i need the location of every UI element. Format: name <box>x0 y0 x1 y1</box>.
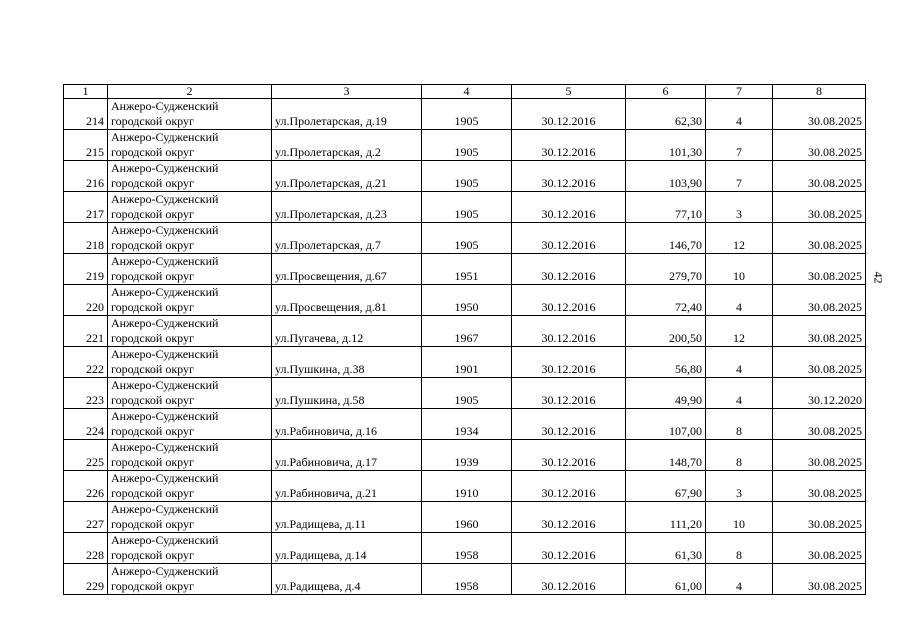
area-cell: 101,30 <box>626 130 706 161</box>
municipality-cell <box>108 254 272 285</box>
table-row <box>64 471 866 502</box>
municipality-name-line: Анжеро-Судженский <box>111 285 219 299</box>
address-cell: ул.Радищева, д.11 <box>272 502 422 533</box>
residents-count-cell: 4 <box>706 378 773 409</box>
address-cell: ул.Рабиновича, д.16 <box>272 409 422 440</box>
residents-count-cell: 12 <box>706 316 773 347</box>
row-number-cell: 215 <box>64 130 108 161</box>
municipality-type-line: городской округ <box>111 300 194 314</box>
row-number-cell: 217 <box>64 192 108 223</box>
column-number-header-row <box>64 85 866 99</box>
year-built-cell: 1905 <box>422 161 512 192</box>
address-cell: ул.Рабиновича, д.17 <box>272 440 422 471</box>
residents-count-cell: 7 <box>706 161 773 192</box>
resettlement-deadline-cell: 30.08.2025 <box>773 192 866 223</box>
address-cell: ул.Рабиновича, д.21 <box>272 471 422 502</box>
table-row <box>64 99 866 130</box>
municipality-name-line: Анжеро-Судженский <box>111 471 219 485</box>
municipality-name-line: Анжеро-Судженский <box>111 99 219 113</box>
resettlement-deadline-cell: 30.08.2025 <box>773 471 866 502</box>
address-cell: ул.Пролетарская, д.19 <box>272 99 422 130</box>
row-number-cell: 225 <box>64 440 108 471</box>
column-number-3: 3 <box>272 85 422 99</box>
municipality-type-line: городской округ <box>111 207 194 221</box>
row-number-cell: 216 <box>64 161 108 192</box>
address-cell: ул.Пугачева, д.12 <box>272 316 422 347</box>
residents-count-cell: 4 <box>706 564 773 595</box>
recognition-date-cell: 30.12.2016 <box>512 223 626 254</box>
municipality-name-line: Анжеро-Судженский <box>111 161 219 175</box>
table-row <box>64 347 866 378</box>
address-cell: ул.Пролетарская, д.21 <box>272 161 422 192</box>
municipality-cell <box>108 285 272 316</box>
resettlement-deadline-cell: 30.08.2025 <box>773 316 866 347</box>
year-built-cell: 1967 <box>422 316 512 347</box>
area-cell: 56,80 <box>626 347 706 378</box>
municipality-type-line: городской округ <box>111 455 194 469</box>
address-cell: ул.Радищева, д.4 <box>272 564 422 595</box>
row-number-cell: 229 <box>64 564 108 595</box>
municipality-cell <box>108 378 272 409</box>
table-row <box>64 316 866 347</box>
resettlement-deadline-cell: 30.08.2025 <box>773 347 866 378</box>
municipality-type-line: городской округ <box>111 424 194 438</box>
area-cell: 148,70 <box>626 440 706 471</box>
address-cell: ул.Пролетарская, д.23 <box>272 192 422 223</box>
area-cell: 49,90 <box>626 378 706 409</box>
table-row <box>64 502 866 533</box>
resettlement-deadline-cell: 30.08.2025 <box>773 130 866 161</box>
resettlement-deadline-cell: 30.08.2025 <box>773 440 866 471</box>
year-built-cell: 1958 <box>422 533 512 564</box>
resettlement-deadline-cell: 30.08.2025 <box>773 533 866 564</box>
residents-count-cell: 3 <box>706 192 773 223</box>
resettlement-deadline-cell: 30.08.2025 <box>773 161 866 192</box>
residents-count-cell: 4 <box>706 99 773 130</box>
recognition-date-cell: 30.12.2016 <box>512 161 626 192</box>
table-row <box>64 564 866 595</box>
page-number: 42 <box>871 271 886 284</box>
address-cell: ул.Просвещения, д.81 <box>272 285 422 316</box>
municipality-type-line: городской округ <box>111 331 194 345</box>
residents-count-cell: 8 <box>706 440 773 471</box>
table-row <box>64 440 866 471</box>
recognition-date-cell: 30.12.2016 <box>512 285 626 316</box>
municipality-type-line: городской округ <box>111 548 194 562</box>
column-number-7: 7 <box>706 85 773 99</box>
municipality-cell <box>108 130 272 161</box>
year-built-cell: 1905 <box>422 378 512 409</box>
municipality-cell <box>108 471 272 502</box>
address-cell: ул.Пролетарская, д.2 <box>272 130 422 161</box>
row-number-cell: 219 <box>64 254 108 285</box>
recognition-date-cell: 30.12.2016 <box>512 99 626 130</box>
row-number-cell: 220 <box>64 285 108 316</box>
row-number-cell: 227 <box>64 502 108 533</box>
recognition-date-cell: 30.12.2016 <box>512 347 626 378</box>
municipality-type-line: городской округ <box>111 238 194 252</box>
municipality-type-line: городской округ <box>111 517 194 531</box>
table-row <box>64 254 866 285</box>
row-number-cell: 224 <box>64 409 108 440</box>
municipality-cell <box>108 192 272 223</box>
municipality-name-line: Анжеро-Судженский <box>111 564 219 578</box>
recognition-date-cell: 30.12.2016 <box>512 409 626 440</box>
municipality-cell <box>108 564 272 595</box>
municipality-type-line: городской округ <box>111 579 194 593</box>
municipality-type-line: городской округ <box>111 393 194 407</box>
table-row <box>64 409 866 440</box>
resettlement-deadline-cell: 30.08.2025 <box>773 502 866 533</box>
area-cell: 62,30 <box>626 99 706 130</box>
address-cell: ул.Пушкина, д.58 <box>272 378 422 409</box>
residents-count-cell: 12 <box>706 223 773 254</box>
recognition-date-cell: 30.12.2016 <box>512 316 626 347</box>
row-number-cell: 214 <box>64 99 108 130</box>
recognition-date-cell: 30.12.2016 <box>512 192 626 223</box>
year-built-cell: 1958 <box>422 564 512 595</box>
area-cell: 200,50 <box>626 316 706 347</box>
municipality-cell <box>108 347 272 378</box>
area-cell: 111,20 <box>626 502 706 533</box>
municipality-name-line: Анжеро-Судженский <box>111 130 219 144</box>
table-row <box>64 192 866 223</box>
residents-count-cell: 8 <box>706 409 773 440</box>
municipality-cell <box>108 502 272 533</box>
area-cell: 72,40 <box>626 285 706 316</box>
resettlement-deadline-cell: 30.08.2025 <box>773 409 866 440</box>
area-cell: 61,00 <box>626 564 706 595</box>
residents-count-cell: 8 <box>706 533 773 564</box>
residents-count-cell: 7 <box>706 130 773 161</box>
municipality-name-line: Анжеро-Судженский <box>111 378 219 392</box>
municipality-type-line: городской округ <box>111 145 194 159</box>
table-row <box>64 161 866 192</box>
housing-register-table <box>63 84 866 595</box>
row-number-cell: 221 <box>64 316 108 347</box>
address-cell: ул.Радищева, д.14 <box>272 533 422 564</box>
table-row <box>64 223 866 254</box>
municipality-name-line: Анжеро-Судженский <box>111 409 219 423</box>
row-number-cell: 223 <box>64 378 108 409</box>
municipality-type-line: городской округ <box>111 362 194 376</box>
municipality-name-line: Анжеро-Судженский <box>111 440 219 454</box>
recognition-date-cell: 30.12.2016 <box>512 254 626 285</box>
municipality-name-line: Анжеро-Судженский <box>111 533 219 547</box>
year-built-cell: 1901 <box>422 347 512 378</box>
municipality-name-line: Анжеро-Судженский <box>111 223 219 237</box>
residents-count-cell: 4 <box>706 285 773 316</box>
recognition-date-cell: 30.12.2016 <box>512 471 626 502</box>
address-cell: ул.Пролетарская, д.7 <box>272 223 422 254</box>
table-row <box>64 285 866 316</box>
table-row <box>64 378 866 409</box>
address-cell: ул.Просвещения, д.67 <box>272 254 422 285</box>
municipality-type-line: городской округ <box>111 176 194 190</box>
year-built-cell: 1950 <box>422 285 512 316</box>
row-number-cell: 222 <box>64 347 108 378</box>
column-number-1: 1 <box>64 85 108 99</box>
municipality-cell <box>108 223 272 254</box>
recognition-date-cell: 30.12.2016 <box>512 378 626 409</box>
municipality-name-line: Анжеро-Судженский <box>111 347 219 361</box>
year-built-cell: 1951 <box>422 254 512 285</box>
resettlement-deadline-cell: 30.08.2025 <box>773 99 866 130</box>
residents-count-cell: 10 <box>706 502 773 533</box>
area-cell: 146,70 <box>626 223 706 254</box>
resettlement-deadline-cell: 30.08.2025 <box>773 223 866 254</box>
year-built-cell: 1905 <box>422 130 512 161</box>
municipality-name-line: Анжеро-Судженский <box>111 502 219 516</box>
municipality-cell <box>108 316 272 347</box>
area-cell: 61,30 <box>626 533 706 564</box>
municipality-type-line: городской округ <box>111 269 194 283</box>
row-number-cell: 226 <box>64 471 108 502</box>
column-number-4: 4 <box>422 85 512 99</box>
area-cell: 67,90 <box>626 471 706 502</box>
column-number-2: 2 <box>108 85 272 99</box>
residents-count-cell: 10 <box>706 254 773 285</box>
recognition-date-cell: 30.12.2016 <box>512 533 626 564</box>
year-built-cell: 1939 <box>422 440 512 471</box>
row-number-cell: 228 <box>64 533 108 564</box>
residents-count-cell: 3 <box>706 471 773 502</box>
area-cell: 103,90 <box>626 161 706 192</box>
area-cell: 107,00 <box>626 409 706 440</box>
municipality-cell <box>108 409 272 440</box>
table-row <box>64 130 866 161</box>
recognition-date-cell: 30.12.2016 <box>512 130 626 161</box>
year-built-cell: 1905 <box>422 192 512 223</box>
year-built-cell: 1905 <box>422 223 512 254</box>
municipality-name-line: Анжеро-Судженский <box>111 254 219 268</box>
municipality-cell <box>108 161 272 192</box>
area-cell: 279,70 <box>626 254 706 285</box>
column-number-6: 6 <box>626 85 706 99</box>
column-number-8: 8 <box>773 85 866 99</box>
year-built-cell: 1905 <box>422 99 512 130</box>
row-number-cell: 218 <box>64 223 108 254</box>
year-built-cell: 1960 <box>422 502 512 533</box>
municipality-cell <box>108 440 272 471</box>
recognition-date-cell: 30.12.2016 <box>512 440 626 471</box>
table-row <box>64 533 866 564</box>
column-number-5: 5 <box>512 85 626 99</box>
recognition-date-cell: 30.12.2016 <box>512 502 626 533</box>
resettlement-deadline-cell: 30.12.2020 <box>773 378 866 409</box>
area-cell: 77,10 <box>626 192 706 223</box>
resettlement-deadline-cell: 30.08.2025 <box>773 254 866 285</box>
residents-count-cell: 4 <box>706 347 773 378</box>
municipality-type-line: городской округ <box>111 486 194 500</box>
municipality-name-line: Анжеро-Судженский <box>111 192 219 206</box>
address-cell: ул.Пушкина, д.38 <box>272 347 422 378</box>
resettlement-deadline-cell: 30.08.2025 <box>773 285 866 316</box>
year-built-cell: 1910 <box>422 471 512 502</box>
municipality-type-line: городской округ <box>111 114 194 128</box>
resettlement-deadline-cell: 30.08.2025 <box>773 564 866 595</box>
municipality-name-line: Анжеро-Судженский <box>111 316 219 330</box>
recognition-date-cell: 30.12.2016 <box>512 564 626 595</box>
municipality-cell <box>108 99 272 130</box>
municipality-cell <box>108 533 272 564</box>
year-built-cell: 1934 <box>422 409 512 440</box>
